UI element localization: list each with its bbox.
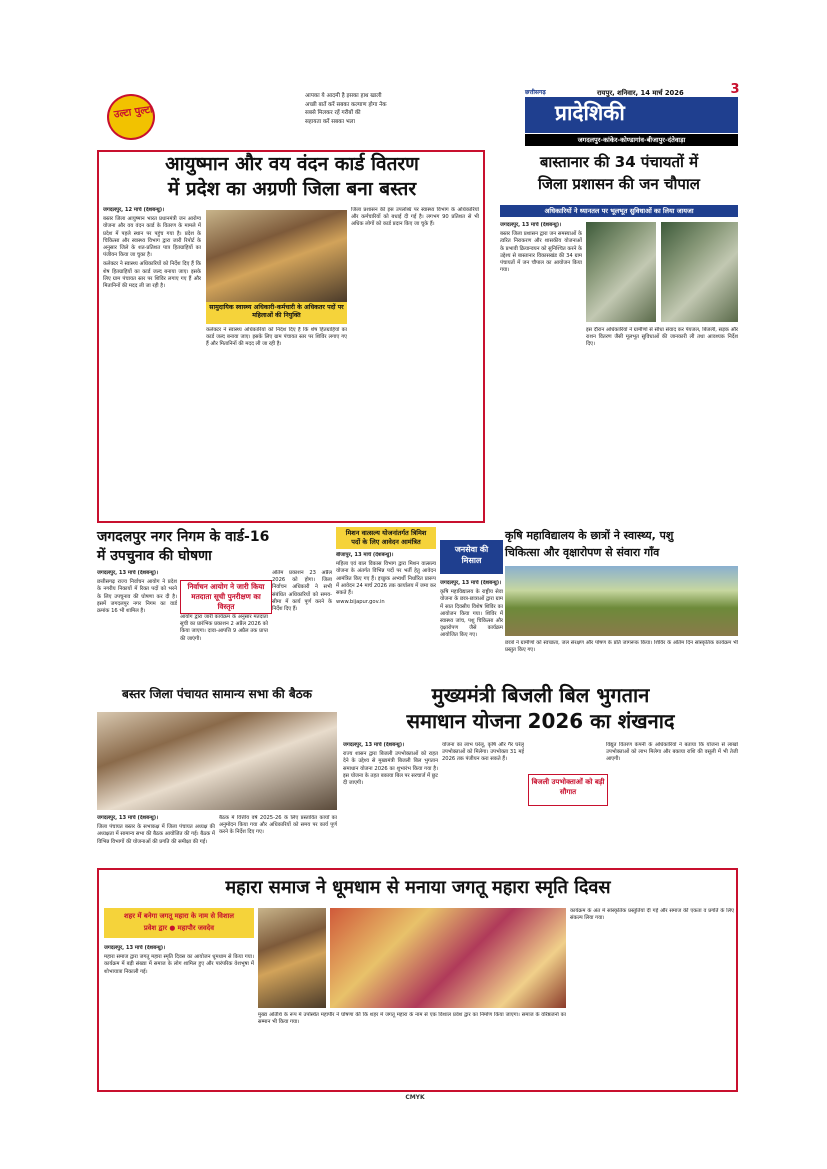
story7-body-p2: योजना का लाभ घरेलू, कृषि और गैर घरेलू उपभोक्ताओं को मिलेगा। उपभोक्ता 31 मई 2026 तक पंजीयन करा सकते हैं।	[442, 742, 524, 763]
story1-photo	[206, 210, 347, 302]
logo-text: उल्टा पुल्टा	[113, 104, 154, 121]
story3-col1	[97, 570, 177, 680]
story8-body-p2: मुख्य अतिथि के रूप में उपस्थित महापौर ने घोषणा की कि शहर में जगतू महारा के नाम से एक विशाल प्रवेश द्वार का निर्माण किया जाएगा। समाज के वरिष्ठजनों का सम्मान भी किया गया।	[258, 1012, 566, 1026]
dateline: रायपुर, शनिवार, 14 मार्च 2026	[597, 89, 684, 97]
section-title: प्रादेशिकी	[555, 101, 625, 125]
story7-body-p3: विद्युत वितरण कंपनी के अधिकारियों ने बताया कि योजना से लाखों उपभोक्ताओं को लाभ मिलेगा और बकाया राशि की वसूली में भी तेजी आएगी।	[606, 742, 738, 763]
masthead-teaser	[305, 92, 445, 126]
sidebar-label	[440, 540, 503, 574]
section-subtitle: जगदलपुर-कांकेर-कोण्डागांव-बीजापुर-दंतेवाड़ा	[525, 134, 738, 146]
story2-headline-line1: बास्तानार की 34 पंचायतों में	[539, 153, 699, 171]
story3-body-p3: अंतिम प्रकाशन 23 अप्रैल 2026 को होगा। जिला निर्वाचन अधिकारी ने सभी संबंधित अधिकारियों को समय-सीमा में कार्य पूर्ण करने के निर्देश दिए हैं।	[272, 570, 332, 613]
story3-col2	[180, 614, 268, 680]
story6-col2	[219, 815, 337, 863]
story7-pullquote: बिजली उपभोक्ताओं को बड़ी सौगात	[528, 774, 608, 806]
teaser-line: आपका ये आदमी है इसका हाथ खाली	[305, 93, 382, 99]
story5-col1	[440, 580, 503, 680]
story3-headline-line2: में उपचुनाव की घोषणा	[97, 548, 212, 564]
story3-headline-line1: जगदलपुर नगर निगम के वार्ड-16	[97, 529, 270, 545]
story5-body-p2: छात्रों ने ग्रामीणों को स्वच्छता, जल संरक्षण और पोषण के प्रति जागरूक किया। शिविर के अंतिम दिन सांस्कृतिक कार्यक्रम भी प्रस्तुत किए गए।	[505, 640, 738, 654]
story8-col2	[258, 1012, 566, 1087]
story8-photo-left	[258, 908, 326, 1008]
story4-col	[336, 552, 436, 672]
story2-col1	[500, 222, 582, 512]
teaser-line: अच्छी बातें करें सबका कल्याण होगा नेक	[305, 101, 387, 108]
story5-dateline: जगदलपुर, 13 मार्च (देशबन्धु)।	[440, 580, 502, 586]
story8-body-p1: महारा समाज द्वारा जगतू महारा स्मृति दिवस का आयोजन धूमधाम से किया गया। कार्यक्रम में बड़ी संख्या में समाज के लोग शामिल हुए और पारंपरिक वेशभूषा में शोभायात्रा निकाली गई।	[104, 954, 254, 975]
story8-headline: महारा समाज ने धूमधाम से मनाया जगतू महारा स्मृति दिवस	[225, 877, 611, 898]
story5-headline-line2: चिकित्सा और वृक्षारोपण से संवारा गाँव	[505, 546, 660, 559]
page-number: 3	[730, 82, 740, 97]
story4-headline-line2: पदों के लिए आवेदन आमंत्रित	[351, 538, 421, 546]
teaser-line: सहायता करें सबका भला	[305, 118, 355, 125]
story5-photo	[505, 566, 738, 636]
story1-headline-line2: में प्रदेश का अग्रणी जिला बना बस्तर	[167, 178, 417, 200]
story6-dateline: जगदलपुर, 13 मार्च (देशबन्धु)।	[97, 815, 159, 821]
cmyk-mark: CMYK	[405, 1094, 425, 1101]
story1-col3	[206, 327, 347, 517]
story3-col3	[272, 570, 332, 680]
story5-headline-line1: कृषि महाविद्यालय के छात्रों ने स्वास्थ्य, पशु	[505, 529, 674, 542]
story7-col3	[606, 742, 738, 862]
story7-dateline: जगदलपुर, 13 मार्च (देशबन्धु)।	[343, 742, 405, 748]
story6-headline: बस्तर जिला पंचायत सामान्य सभा की बैठक	[122, 687, 312, 701]
masthead-logo	[103, 92, 163, 138]
story8-kicker	[104, 908, 254, 938]
story6-body-p2: बैठक में वित्तीय वर्ष 2025-26 के लिए प्रस्तावित कार्यों का अनुमोदन किया गया और अधिकारियों को समय पर कार्य पूर्ण करने के निर्देश दिए गए।	[219, 815, 337, 836]
story8-body-p3: कार्यक्रम के अंत में सांस्कृतिक प्रस्तुतियां दी गईं और समाज की एकता व प्रगति के लिए संकल्प लिया गया।	[570, 908, 734, 922]
story2-dateline: जगदलपुर, 13 मार्च (देशबन्धु)।	[500, 222, 562, 228]
story7-headline-line2: समाधान योजना 2026 का शंखनाद	[406, 709, 675, 733]
story2-photo-bottom	[661, 222, 738, 322]
story6-photo	[97, 712, 337, 810]
story4-dateline: बीजापुर, 13 मार्च (देशबन्धु)।	[336, 552, 394, 558]
story5-body-p1: कृषि महाविद्यालय के राष्ट्रीय सेवा योजना के छात्र-छात्राओं द्वारा ग्राम में सात दिवसीय विशेष शिविर का आयोजन किया गया। शिविर में स्वास्थ्य जांच, पशु चिकित्सा और वृक्षारोपण जैसे कार्यक्रम आयोजित किए गए।	[440, 589, 503, 639]
story7-col2	[442, 742, 524, 862]
story1-body-p2: कलेक्टर ने स्वास्थ्य अधिकारियों को निर्देश दिए हैं कि शेष हितग्राहियों का कार्ड जल्द बनाया जाए। इसके लिए ग्राम पंचायत स्तर पर शिविर लगाए गए हैं और मितानिनों की मदद ली जा रही है।	[103, 261, 201, 290]
story8-dateline: जगदलपुर, 13 मार्च (देशबन्धु)।	[104, 945, 166, 951]
story3-body-p2: आयोग द्वारा जारी कार्यक्रम के अनुसार मतदाता सूची का प्रारंभिक प्रकाशन 2 अप्रैल 2026 को किया जाएगा। दावा-आपत्ति 9 अप्रैल तक प्राप्त की जाएंगी।	[180, 614, 268, 642]
story1-body-p1: बस्तर जिला आयुष्मान भारत प्रधानमंत्री जन आरोग्य योजना और वय वंदन कार्ड के वितरण के मामले में प्रदेश में पहले स्थान पर पहुंच गया है। प्रदेश के चिकित्सा और स्वास्थ्य विभाग द्वारा जारी रिपोर्ट के अनुसार जिले के शत-प्रतिशत पात्र हितग्राहियों का पंजीयन किया जा चुका है।	[103, 216, 201, 259]
story4-headline-box	[336, 527, 436, 549]
teaser-line: सबसे मिलकर रहें गरीबों की	[305, 110, 361, 116]
story2-body-p1: बस्तर जिला प्रशासन द्वारा जन समस्याओं के त्वरित निराकरण और शासकीय योजनाओं के प्रभावी क्रियान्वयन को सुनिश्चित करने के उद्देश्य से बास्तानार विकासखंड की 34 ग्राम पंचायतों में जन चौपाल का आयोजन किया गया।	[500, 231, 582, 274]
story1-col1	[103, 207, 201, 517]
story3-body-p1: छत्तीसगढ़ राज्य निर्वाचन आयोग ने प्रदेश के नगरीय निकायों में रिक्त पदों को भरने के लिए उपचुनाव की घोषणा कर दी है। इसमें जगदलपुर नगर निगम का वार्ड क्रमांक 16 भी शामिल है।	[97, 579, 177, 615]
story8-photo-center	[330, 908, 566, 1008]
story8-kicker-line2: प्रवेश द्वार ● महापौर जवदेव	[143, 924, 215, 932]
sidebar-label-line1: जनसेवा की	[454, 545, 489, 554]
story2-col2	[586, 327, 738, 512]
story4-contact: www.bijapur.gov.in	[336, 599, 385, 606]
story2-subhead: अधिकारियों ने ध्यानतल पर भूलभूत सुविधाओं का लिया जायजा	[500, 205, 738, 217]
story8-col1	[104, 945, 254, 1085]
story6-col1	[97, 815, 215, 863]
story8-col3	[570, 908, 734, 1086]
story6-body-p1: जिला पंचायत बस्तर के सभाकक्ष में जिला पंचायत अध्यक्ष की अध्यक्षता में सामान्य सभा की बैठक आयोजित की गई। बैठक में विभिन्न विभागों की योजनाओं की प्रगति की समीक्षा की गई।	[97, 824, 215, 845]
story2-headline-line2: जिला प्रशासन की जन चौपाल	[538, 175, 700, 193]
paper-name: छत्तीसगढ़	[525, 89, 546, 96]
section-banner	[525, 97, 738, 133]
story4-body-p1: महिला एवं बाल विकास विभाग द्वारा मिशन वात्सल्य योजना के अंतर्गत विभिन्न पदों पर भर्ती हेतु आवेदन आमंत्रित किए गए हैं। इच्छुक अभ्यर्थी निर्धारित प्रारूप में आवेदन 24 मार्च 2026 तक कार्यालय में जमा कर सकते हैं।	[336, 561, 436, 597]
story3-dateline: जगदलपुर, 13 मार्च (देशबन्धु)।	[97, 570, 159, 576]
story1-photo-caption: सामुदायिक स्वास्थ्य अधिकारी-कर्मचारी के अधिकतर पदों पर महिलाओं की नियुक्ति	[206, 302, 347, 324]
story1-col2	[351, 207, 479, 517]
story7-body-p1: राज्य शासन द्वारा बिजली उपभोक्ताओं को राहत देने के उद्देश्य से मुख्यमंत्री बिजली बिल भुगतान समाधान योजना 2026 का शुभारंभ किया गया है। इस योजना के तहत बकाया बिल पर सरचार्ज में छूट दी जाएगी।	[343, 751, 438, 787]
story1-dateline: जगदलपुर, 12 मार्च (देशबन्धु)।	[103, 207, 165, 213]
story8-kicker-line1: शहर में बनेगा जगतू महारा के नाम से विशाल	[124, 912, 234, 920]
story2-photo-top	[586, 222, 656, 322]
story1-body-p2-cont: कलेक्टर ने स्वास्थ्य अधिकारियों को निर्देश दिए हैं कि शेष हितग्राहियों का कार्ड जल्द बनाया जाए। इसके लिए ग्राम पंचायत स्तर पर शिविर लगाए गए हैं और मितानिनों की मदद ली जा रही है।	[206, 327, 347, 348]
story5-col2	[505, 640, 738, 680]
story2-body-p2: इस दौरान अधिकारियों ने ग्रामीणों से सीधा संवाद कर पेयजल, बिजली, सड़क और राशन वितरण जैसी मूलभूत सुविधाओं की जानकारी ली तथा आवश्यक निर्देश दिए।	[586, 327, 738, 348]
story7-headline-line1: मुख्यमंत्री बिजली बिल भुगतान	[431, 683, 650, 707]
story4-headline-line1: मिशन वात्सल्य योजनांतर्गत त्रिमिश	[345, 529, 427, 537]
story1-headline-line1: आयुष्मान और वय वंदन कार्ड वितरण	[165, 153, 419, 175]
story3-pullquote: निर्वाचन आयोग ने जारी किया मतदाता सूची पुनरीक्षण का विस्तृत	[180, 580, 272, 614]
story1-body-p3: जिला प्रशासन की इस उपलब्धि पर स्वास्थ्य विभाग के अधिकारियों और कर्मचारियों को बधाई दी गई है। लगभग 90 प्रतिशत से भी अधिक लोगों को कार्ड प्रदान किए जा चुके हैं।	[351, 207, 479, 228]
sidebar-label-line2: मिसाल	[461, 556, 482, 565]
story7-col1	[343, 742, 438, 862]
